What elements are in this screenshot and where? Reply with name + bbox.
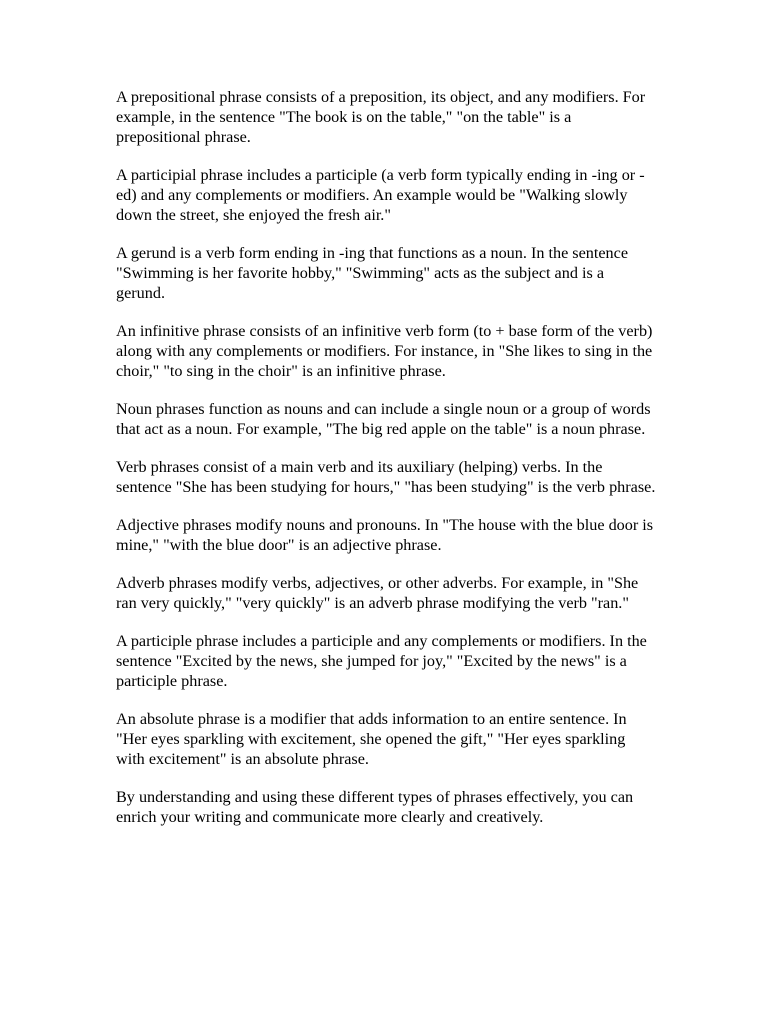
paragraph-gerund: A gerund is a verb form ending in -ing that functions as a noun. In the sentence "Swimming is her favorite hobby," "Swimming" acts as the subject and is a gerund.: [116, 244, 629, 302]
paragraph-prepositional-phrase: A prepositional phrase consists of a preposition, its object, and any modifiers. For example, in the sentence "The book is on the table," "on the table" is a prepositional phrase.: [116, 88, 646, 146]
paragraph-absolute-phrase: An absolute phrase is a modifier that adds information to an entire sentence. In "Her eyes sparkling with excitement, she opened the gift," "Her eyes sparkling with excitement" is an absolute phrase.: [116, 710, 627, 768]
paragraph-verb-phrase: Verb phrases consist of a main verb and its auxiliary (helping) verbs. In the sentence "She has been studying for hours," "has been studying" is the verb phrase.: [116, 458, 656, 496]
paragraph-adjective-phrase: Adjective phrases modify nouns and pronouns. In "The house with the blue door is mine," "with the blue door" is an adjective phrase.: [116, 516, 654, 554]
paragraph-conclusion: By understanding and using these different types of phrases effectively, you can enrich your writing and communicate more clearly and creatively.: [116, 788, 634, 826]
paragraph-noun-phrase: Noun phrases function as nouns and can include a single noun or a group of words that act as a noun. For example, "The big red apple on the table" is a noun phrase.: [116, 400, 651, 438]
paragraph-participial-phrase: A participial phrase includes a participle (a verb form typically ending in -ing or -ed) and any complements or modifiers. An example would be "Walking slowly down the street, she enjoyed the fresh air.": [116, 166, 645, 224]
paragraph-adverb-phrase: Adverb phrases modify verbs, adjectives, or other adverbs. For example, in "She ran very quickly," "very quickly" is an adverb phrase modifying the verb "ran.": [116, 574, 639, 612]
document-body: [116, 87, 656, 845]
paragraph-participle-phrase: A participle phrase includes a participle and any complements or modifiers. In the sentence "Excited by the news, she jumped for joy," "Excited by the news" is a participle phrase.: [116, 632, 647, 690]
paragraph-infinitive-phrase: An infinitive phrase consists of an infinitive verb form (to + base form of the verb) along with any complements or modifiers. For instance, in "She likes to sing in the choir," "to sing in the choir" is an infinitive phrase.: [116, 322, 653, 380]
